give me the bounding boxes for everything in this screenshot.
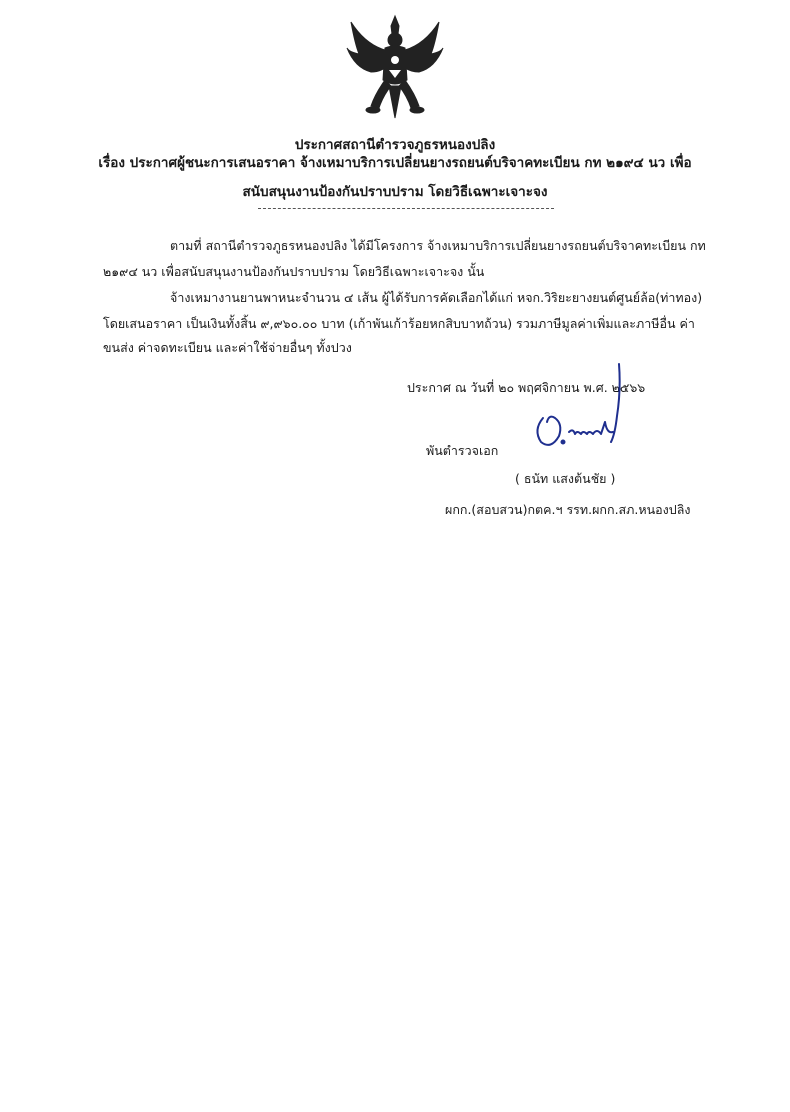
- paragraph-1-line-2: ๒๑๙๔ นว เพื่อสนับสนุนงานป้องกันปราบปราม โดยวิธีเฉพาะเจาะจง นั้น: [103, 264, 485, 279]
- handwritten-signature: [525, 360, 635, 460]
- paragraph-2-line-1: จ้างเหมางานยานพาหนะจำนวน ๔ เส้น ผู้ได้รับการคัดเลือกได้แก่ หจก.วิริยะยางยนต์ศูนย์ล้อ(ท่าทอง): [170, 290, 703, 305]
- announcement-date: ประกาศ ณ วันที่ ๒๐ พฤศจิกายน พ.ศ. ๒๕๖๖: [407, 380, 646, 395]
- signatory-position: ผกก.(สอบสวน)กตค.ฯ รรท.ผกก.สภ.หนองปลิง: [445, 502, 691, 517]
- title-divider: [258, 208, 554, 209]
- document-subject-line2: สนับสนุนงานป้องกันปราบปราม โดยวิธีเฉพาะเจาะจง: [242, 184, 548, 200]
- signatory-name: ( ธนัท แสงต้นชัย ): [515, 471, 616, 486]
- paragraph-2-line-3: ขนส่ง ค่าจดทะเบียน และค่าใช้จ่ายอื่นๆ ทั้งปวง: [103, 340, 352, 355]
- document-title: ประกาศสถานีตำรวจภูธรหนองปลิง: [294, 137, 496, 153]
- paragraph-1-line-1: ตามที่ สถานีตำรวจภูธรหนองปลิง ได้มีโครงการ จ้างเหมาบริการเปลี่ยนยางรถยนต์บริจาคทะเบียน กท: [170, 238, 706, 253]
- paragraph-2-line-2: โดยเสนอราคา เป็นเงินทั้งสิ้น ๙,๙๖๐.๐๐ บาท (เก้าพันเก้าร้อยหกสิบบาทถ้วน) รวมภาษีมูลค่าเพิ่มและภาษีอื่น ค่า: [103, 316, 695, 331]
- document-subject-line1: เรื่อง ประกาศผู้ชนะการเสนอราคา จ้างเหมาบริการเปลี่ยนยางรถยนต์บริจาคทะเบียน กท ๒๑๙๔ นว เพื่อ: [98, 155, 692, 171]
- garuda-emblem-icon: [345, 14, 445, 122]
- signatory-rank: พันตำรวจเอก: [426, 443, 499, 458]
